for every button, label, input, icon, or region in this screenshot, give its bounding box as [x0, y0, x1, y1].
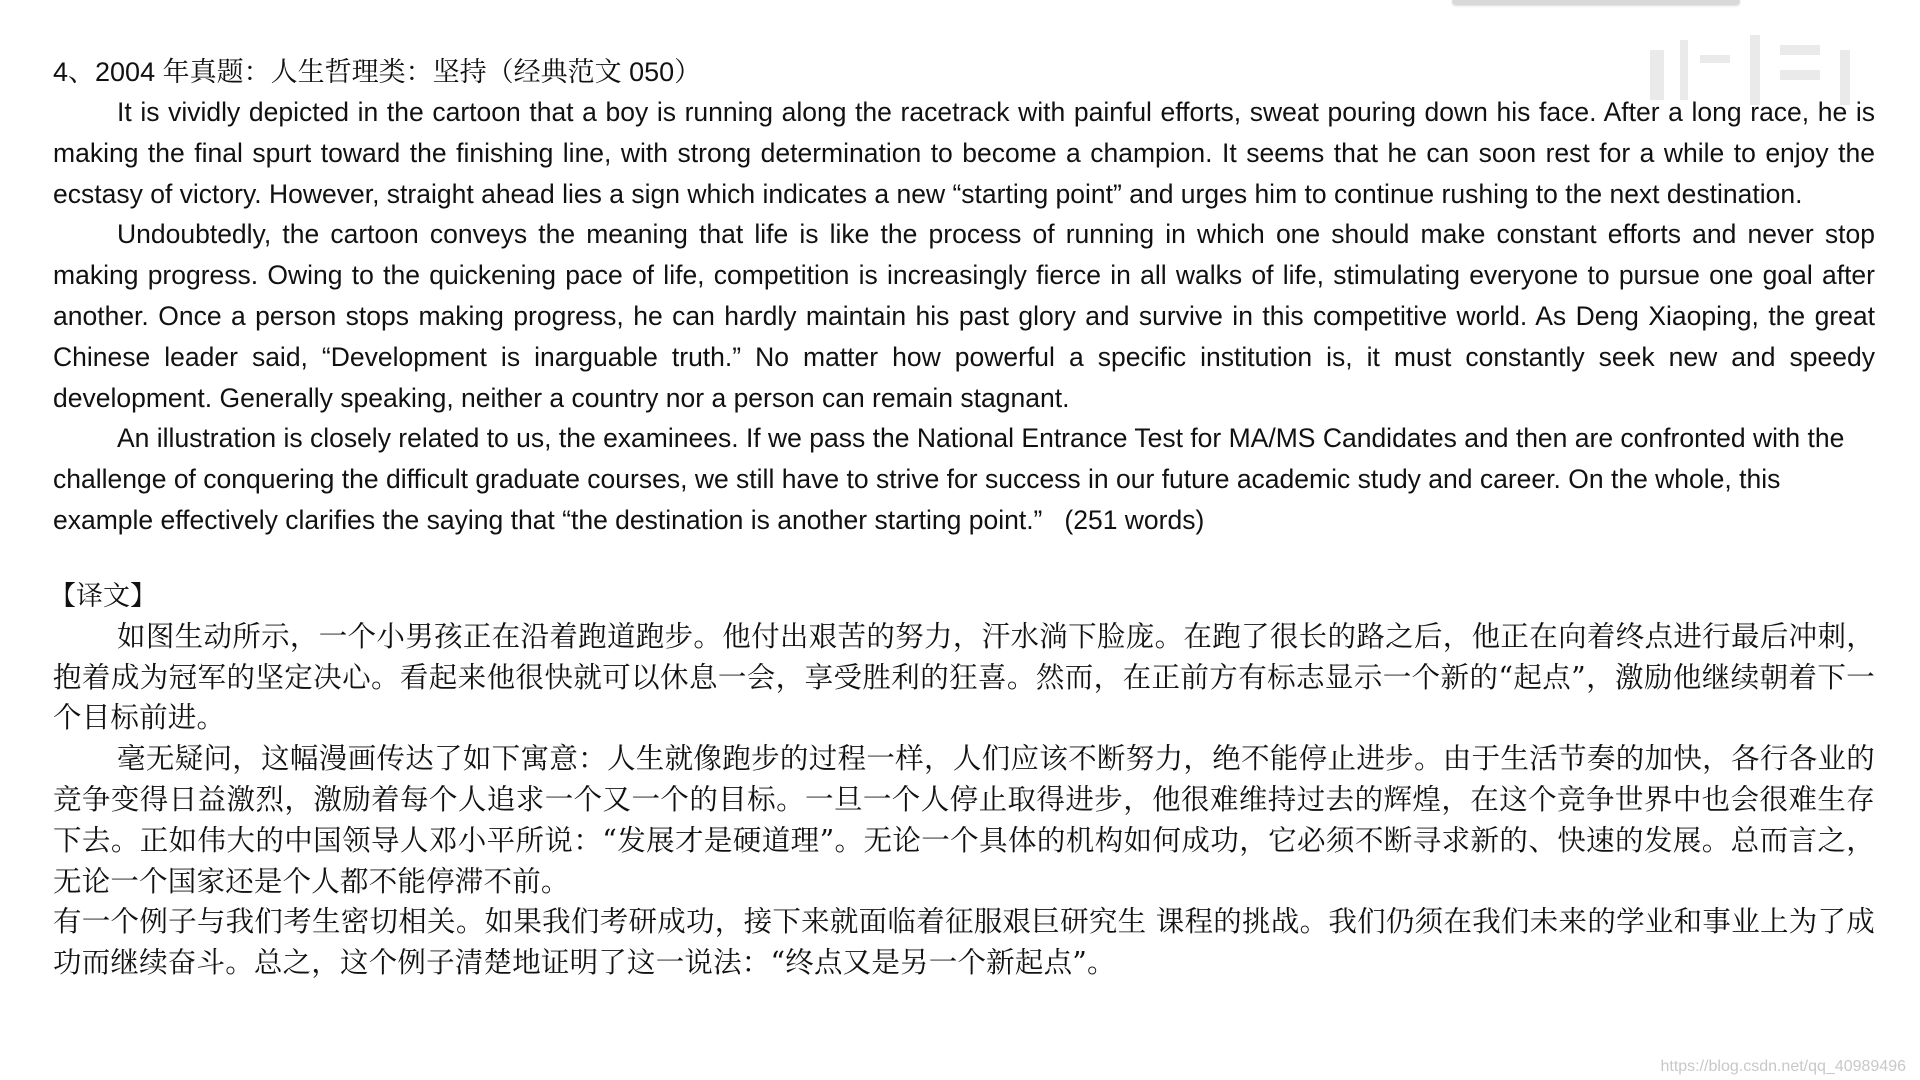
document-page — [49, 52, 1875, 984]
top-scroll-indicator[interactable] — [1452, 0, 1740, 5]
document-heading: 4、2004 年真题：人生哲理类：坚持（经典范文 050） — [53, 57, 702, 87]
english-paragraph-3 — [53, 418, 1875, 540]
word-count: (251 words) — [1064, 504, 1205, 535]
section-spacer — [53, 541, 1875, 577]
english-paragraph-1: It is vividly depicted in the cartoon that a boy is running along the racetrack with painful efforts, sweat pouring down his face. After a long race, he is making the final spurt toward the finishing line, with strong determination to become a champion. It seems that he can soon rest for a while to enjoy the ecstasy of victory. However, straight ahead lies a sign which indicates a new “starting point” and urges him to continue rushing to the next destination. — [53, 97, 1875, 209]
chinese-paragraph-1: 如图生动所示，一个小男孩正在沿着跑道跑步。他付出艰苦的努力，汗水淌下脸庞。在跑了很长的路之后，他正在向着终点进行最后冲刺，抱着成为冠军的坚定决心。看起来他很快就可以休息一会，享受胜利的狂喜。然而，在正前方有标志显示一个新的“起点”，激励他继续朝着下一个目标前进。 — [53, 619, 1875, 735]
english-paragraph-2: Undoubtedly, the cartoon conveys the meaning that life is like the process of running in which one should make constant efforts and never stop making progress. Owing to the quickening pace of life, competition is increasingly fierce in all walks of life, stimulating everyone to pursue one goal after another. Once a person stops making progress, he can hardly maintain his past glory and survive in this competitive world. As Deng Xiaoping, the great Chinese leader said, “Development is inarguable truth.” No matter how powerful a specific institution is, it must constantly seek new and speedy development. Generally speaking, neither a country nor a person can remain stagnant. — [53, 219, 1875, 413]
chinese-paragraph-3: 有一个例子与我们考生密切相关。如果我们考研成功，接下来就面临着征服艰巨研究生 课程的挑战。我们仍须在我们未来的学业和事业上为了成功而继续奋斗。总之，这个例子清楚地证明了这一说法：“终点又是另一个新起点”。 — [53, 905, 1875, 980]
chinese-paragraph-2: 毫无疑问，这幅漫画传达了如下寓意：人生就像跑步的过程一样，人们应该不断努力，绝不能停止进步。由于生活节奏的加快，各行各业的竞争变得日益激烈，激励着每个人追求一个又一个的目标。一旦一个人停止取得进步，他很难维持过去的辉煌，在这个竞争世界中也会很难生存下去。正如伟大的中国领导人邓小平所说：“发展才是硬道理”。无论一个具体的机构如何成功，它必须不断寻求新的、快速的发展。总而言之，无论一个国家还是个人都不能停滞不前。 — [53, 742, 1875, 898]
translation-heading: 【译文】 — [49, 580, 157, 612]
source-watermark: https://blog.csdn.net/qq_40989496 — [1660, 1058, 1906, 1075]
english-paragraph-3-text: An illustration is closely related to us, the examinees. If we pass the National Entrance Test for MA/MS Candidates and then are confronted with the challenge of conquering the difficult graduate courses, we still have to strive for success in our future academic study and career. On the whole, this example effectively clarifies the saying that “the destination is another starting point.” — [53, 423, 1845, 535]
